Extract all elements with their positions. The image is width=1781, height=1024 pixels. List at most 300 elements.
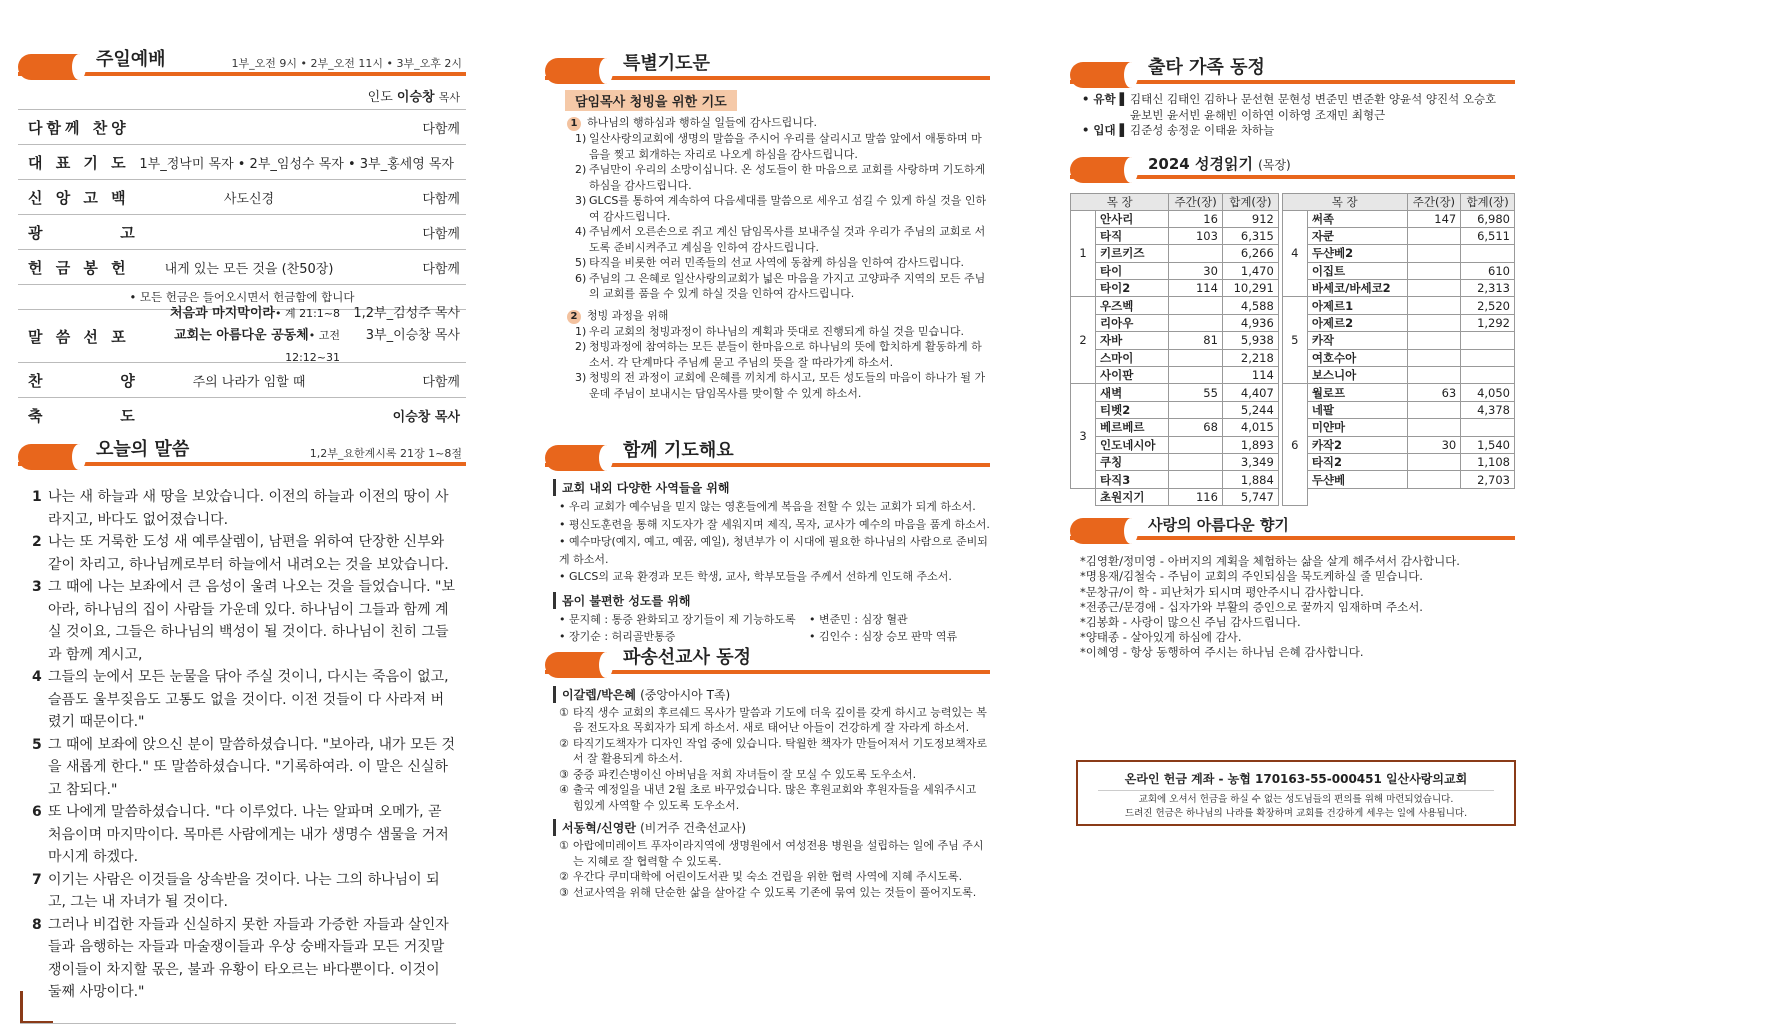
item-marker: 3) — [575, 194, 587, 207]
weekly-chapters — [1407, 349, 1461, 366]
order-content: 1부_정낙미 목자 • 2부_임성수 목자 • 3부_홍세영 목자 — [139, 156, 454, 172]
list-item — [575, 324, 990, 340]
leader-title: 목사 — [438, 91, 460, 104]
table-header: 목 장 — [1071, 193, 1169, 210]
order-right: 다함께 — [422, 226, 460, 242]
mokjang-name: 사이판 — [1096, 367, 1169, 384]
verse-number: 2 — [32, 534, 42, 550]
list-item — [575, 255, 990, 271]
weekly-chapters: 147 — [1407, 210, 1461, 227]
item-marker: 2) — [575, 163, 587, 176]
item-text: 아랍에미레이트 푸자이라지역에 생명원에서 여성전용 병원을 설립하는 일에 주님 주시는 지혜로 잘 협력할 수 있도록. — [573, 839, 984, 868]
table-gap — [1071, 488, 1096, 505]
item-marker: 5) — [575, 256, 587, 269]
worship-header — [18, 44, 466, 82]
weekly-chapters — [1407, 401, 1461, 418]
todays-word-ref: 1,2부_요한계시록 21장 1~8절 — [309, 447, 462, 460]
special-prayer-title: 특별기도문 — [623, 53, 710, 74]
group-number: 6 — [1282, 384, 1307, 506]
order-right: 이승창 목사 — [392, 409, 460, 425]
item-marker: 1) — [575, 132, 587, 145]
total-chapters: 5,747 — [1222, 488, 1278, 505]
weekly-chapters — [1407, 280, 1461, 297]
weekly-chapters — [1169, 471, 1223, 488]
prayer-section-1-title: 하나님의 행하심과 행하실 일들에 감사드립니다. — [587, 116, 818, 129]
total-chapters: 4,588 — [1222, 297, 1278, 314]
mokjang-name: 쿠칭 — [1096, 453, 1169, 470]
list-item — [559, 838, 990, 869]
column-left — [18, 44, 466, 1010]
sick-member-text: 장기순 : 허리골반통증 — [569, 630, 676, 643]
table-gap — [1278, 227, 1282, 244]
total-chapters — [1461, 245, 1515, 262]
weekly-chapters — [1407, 419, 1461, 436]
verse-number: 6 — [32, 804, 42, 820]
table-gap — [1278, 245, 1282, 262]
pray-together-title: 함께 기도해요 — [623, 440, 734, 461]
weekly-chapters — [1169, 436, 1223, 453]
weekly-chapters: 81 — [1169, 332, 1223, 349]
mokjang-name: 바세코/바세코2 — [1307, 280, 1407, 297]
weekly-chapters — [1407, 227, 1461, 244]
family-news-header — [1070, 52, 1515, 90]
bible-reading-title — [1148, 153, 1291, 174]
mokjang-name: 네팔 — [1307, 401, 1407, 418]
table-header: 주간(장) — [1407, 193, 1461, 210]
order-row — [18, 145, 466, 180]
total-chapters: 2,520 — [1461, 297, 1515, 314]
missionary-title: 파송선교사 동정 — [623, 646, 751, 668]
thanks-item: *문창규/이 학 - 피난처가 되시며 평안주시니 감사합니다. — [1080, 584, 1364, 599]
mokjang-name: 자바 — [1096, 332, 1169, 349]
order-label: 대 표 기 도 — [28, 153, 130, 172]
list-item — [575, 131, 990, 162]
verse-number: 8 — [32, 916, 42, 933]
sick-members-list — [545, 611, 990, 646]
study-names: 김태신 김태인 김하나 문선현 문현성 변준민 변준환 양윤석 양진석 오승호 윤보빈 윤서빈 윤해빈 이하연 이하영 조재민 최형근 — [1130, 92, 1497, 122]
sermon2-ref: • 고전 12:12~31 — [285, 329, 340, 364]
mokjang-name: 카작 — [1307, 332, 1407, 349]
table-row — [1071, 297, 1515, 314]
total-chapters: 1,540 — [1461, 436, 1515, 453]
column-right — [1070, 52, 1515, 661]
weekly-chapters — [1169, 245, 1223, 262]
total-chapters: 3,349 — [1222, 453, 1278, 470]
offering-note: • 모든 헌금은 들어오시면서 헌금함에 합니다 — [18, 285, 466, 310]
mokjang-name: 인도네시아 — [1096, 436, 1169, 453]
verse — [32, 576, 456, 666]
weekly-chapters — [1407, 471, 1461, 488]
total-chapters — [1461, 332, 1515, 349]
item-text: 주님께서 오른손으로 쥐고 계신 담임목사를 보내주실 것과 우리가 주님의 교회로 서도록 준비시켜주고 계심을 인하여 감사드립니다. — [589, 225, 986, 254]
total-chapters: 1,884 — [1222, 471, 1278, 488]
prayer-section-2 — [545, 308, 990, 324]
mokjang-name: 타이 — [1096, 262, 1169, 279]
worship-times: 1부_오전 9시 • 2부_오전 11시 • 3부_오후 2시 — [231, 57, 462, 70]
sick-member-text: 김인수 : 심장 승모 판막 역류 — [819, 630, 958, 643]
table-gap — [1278, 401, 1282, 418]
love-fragrance-header — [1070, 508, 1515, 546]
verses-block — [18, 486, 466, 1010]
prayer-item: • 평신도훈련을 통해 지도자가 잘 세워지며 제직, 목자, 교사가 예수의 마음을 품게 하소서. — [559, 516, 990, 534]
order-row — [18, 215, 466, 250]
total-chapters: 4,050 — [1461, 384, 1515, 401]
total-chapters: 6,511 — [1461, 227, 1515, 244]
table-header: 합계(장) — [1222, 193, 1278, 210]
mokjang-name: 미얀마 — [1307, 419, 1407, 436]
order-right: 다함께 — [422, 261, 460, 277]
church-ministry-list — [545, 498, 990, 586]
list-item — [559, 736, 990, 767]
item-text: 일산사랑의교회에 생명의 말씀을 주시어 우리를 살리시고 말씀 앞에서 애통하며 마음을 찢고 회개하는 자리로 나오게 하심을 감사드립니다. — [589, 132, 982, 161]
bible-reading-table — [1070, 193, 1515, 507]
prayer-item: • GLCS의 교육 환경과 모든 학생, 교사, 학부모들을 주께서 선하게 인도해 주소서. — [559, 568, 990, 586]
sick-member: • 변준민 : 심장 혈관 — [809, 612, 908, 626]
weekly-chapters — [1169, 314, 1223, 331]
missionary-1-name: 이갈렙/박은혜 — [562, 687, 636, 702]
mokjang-name: 베르베르 — [1096, 419, 1169, 436]
mokjang-name: 타이2 — [1096, 280, 1169, 297]
sermon1-title: 처음과 마지막이라 — [169, 306, 275, 321]
sick-members-group-title: 몸이 불편한 성도를 위해 — [553, 592, 990, 609]
total-chapters: 5,938 — [1222, 332, 1278, 349]
mokjang-name: 보스니아 — [1307, 367, 1407, 384]
total-chapters: 114 — [1222, 367, 1278, 384]
item-marker: ② — [559, 736, 569, 750]
list-item — [575, 224, 990, 255]
item-marker: ③ — [559, 885, 569, 899]
weekly-chapters: 116 — [1169, 488, 1223, 505]
sick-member: • 김인수 : 심장 승모 판막 역류 — [809, 630, 958, 643]
table-gap — [1278, 367, 1282, 384]
item-marker: 2) — [575, 340, 587, 353]
order-label: 헌 금 봉 헌 — [28, 258, 130, 277]
list-item — [559, 705, 990, 736]
missionary-header — [545, 642, 990, 680]
study-abroad: • 유학 ▌ 김태신 김태인 김하나 문선현 문현성 변준민 변준환 양윤석 양진석 오승호 윤보빈 윤서빈 윤해빈 이하연 이하영 조재민 최형근 — [1070, 90, 1515, 123]
online-offering-note-1: 교회에 오셔서 헌금을 하실 수 없는 성도님들의 편의를 위해 마련되었습니다. — [1138, 794, 1454, 805]
table-gap — [1278, 436, 1282, 453]
list-item — [575, 193, 990, 224]
group-number: 1 — [1071, 210, 1096, 297]
weekly-chapters — [1407, 297, 1461, 314]
verse-text: 그 때에 보좌에 앉으신 분이 말씀하셨습니다. "보아라, 내가 모든 것을 새롭게 한다." 또 말씀하셨습니다. "기록하여라. 이 말은 신실하고 참되다." — [48, 736, 456, 798]
mokjang-name: 두샨베2 — [1307, 245, 1407, 262]
sermon-row — [18, 306, 466, 364]
table-header: 주간(장) — [1169, 193, 1223, 210]
leader-name: 이승창 — [396, 90, 435, 105]
divider — [20, 1023, 456, 1024]
mokjang-name: 써족 — [1307, 210, 1407, 227]
corner-decoration — [20, 991, 53, 1024]
list-item — [575, 271, 990, 302]
mokjang-name: 리아우 — [1096, 314, 1169, 331]
thanks-item: *김봉화 - 사랑이 많으신 주님 감사드립니다. — [1080, 614, 1301, 629]
table-gap — [1278, 419, 1282, 436]
sermon2-who: 3부_이승창 목사 — [365, 328, 460, 343]
pray-together-header — [545, 435, 990, 473]
weekly-chapters — [1407, 245, 1461, 262]
order-content: 내게 있는 모든 것을 (찬50장) — [164, 261, 334, 277]
number-badge: 2 — [567, 310, 581, 324]
verse — [32, 531, 456, 576]
order-right: 다함께 — [422, 121, 460, 137]
table-gap — [1278, 453, 1282, 470]
item-text: 타직기도책자가 디자인 작업 중에 있습니다. 탁월한 책자가 만들어져서 기도정보책자로서 잘 활용되게 하소서. — [573, 736, 988, 765]
item-text: 청빙과정에 참여하는 모든 분들이 한마음으로 하나님의 뜻에 합치하게 활동하게 하소서. 각 단계마다 주님께 묻고 주님의 뜻을 잘 따라가게 하소서. — [589, 340, 982, 369]
item-marker: ② — [559, 870, 569, 883]
item-marker: ① — [559, 705, 569, 719]
mokjang-name: 여호수아 — [1307, 349, 1407, 366]
army-names: 김준성 송정운 이태윤 차하늘 — [1130, 123, 1275, 137]
mokjang-name: 초원지기 — [1096, 488, 1169, 505]
verse-text: 그러나 비겁한 자들과 신실하지 못한 자들과 가증한 자들과 살인자들과 음행하는 자들과 마술쟁이들과 우상 숭배자들과 모든 거짓말쟁이들이 차지할 몫은, 불과 유황이 타오르는 바다뿐이다. 이것이 둘째 사망이다." — [48, 916, 449, 1000]
mokjang-name: 새벽 — [1096, 384, 1169, 401]
verse-text: 또 나에게 말씀하셨습니다. "다 이루었다. 나는 알파며 오메가, 곧 처음이며 마지막이다. 목마른 사람에게는 내가 생명수 샘물을 거저 마시게 하겠다. — [48, 804, 449, 865]
bible-reading-title-text: 2024 성경읽기 — [1148, 154, 1253, 173]
order-label: 신 앙 고 백 — [28, 188, 130, 207]
item-text: 청빙의 전 과정이 교회에 은혜를 끼치게 하시고, 모든 성도들의 마음이 하나가 될 가운데 주님이 보내시는 담임목사를 맞이할 수 있게 하소서. — [589, 371, 986, 400]
list-item — [559, 782, 990, 813]
total-chapters: 5,244 — [1222, 401, 1278, 418]
item-text: 주님의 그 은혜로 일산사랑의교회가 넓은 마음을 가지고 고양파주 지역의 모든 주님의 교회를 품을 수 있게 하실 것을 인하여 감사드립니다. — [589, 271, 986, 300]
verse-number: 1 — [32, 489, 42, 505]
list-item — [559, 885, 990, 901]
order-content: 사도신경 — [223, 191, 275, 207]
table-gap — [1278, 262, 1282, 279]
weekly-chapters: 30 — [1169, 262, 1223, 279]
weekly-chapters: 68 — [1169, 419, 1223, 436]
order-row — [18, 110, 466, 145]
love-fragrance-list — [1070, 554, 1515, 660]
total-chapters: 1,893 — [1222, 436, 1278, 453]
order-right: 다함께 — [422, 191, 460, 207]
family-news-title: 출타 가족 동정 — [1148, 57, 1265, 78]
order-row — [18, 398, 466, 432]
item-marker: ③ — [559, 767, 569, 781]
item-text: 우간다 쿠미대학에 어린이도서관 및 숙소 건립을 위한 협력 사역에 지혜 주시도록. — [573, 870, 963, 883]
total-chapters: 2,313 — [1461, 280, 1515, 297]
verse — [32, 666, 456, 734]
bible-reading-table-wrap — [1070, 193, 1515, 507]
verse — [32, 801, 456, 869]
list-item — [575, 162, 990, 193]
total-chapters: 4,015 — [1222, 419, 1278, 436]
list-item — [559, 869, 990, 885]
mokjang-name: 아제르2 — [1307, 314, 1407, 331]
table-gap — [1278, 332, 1282, 349]
list-item — [575, 339, 990, 370]
online-offering-box — [1076, 760, 1516, 826]
army-label: 입대 — [1093, 123, 1116, 137]
study-label: 유학 — [1093, 92, 1116, 106]
table-row — [1071, 384, 1515, 401]
group-number: 4 — [1282, 210, 1307, 297]
verse-number: 5 — [32, 736, 42, 753]
item-text: 출국 예정일을 내년 2월 초로 바꾸었습니다. 많은 후원교회와 후원자들을 세워주시고 힘있게 사역할 수 있도록 도우소서. — [573, 783, 977, 812]
army-enlist: • 입대 ▌ 김준성 송정운 이태윤 차하늘 — [1070, 123, 1515, 139]
order-content: 주의 나라가 임할 때 — [192, 374, 306, 390]
total-chapters: 1,292 — [1461, 314, 1515, 331]
prayer-item: • 우리 교회가 예수님을 믿지 않는 영혼들에게 복음을 전할 수 있는 교회가 되게 하소서. — [559, 498, 990, 516]
total-chapters — [1461, 367, 1515, 384]
thanks-item: *전종근/문경애 - 십자가와 부활의 증인으로 꿀까지 임재하며 주소서. — [1080, 599, 1423, 614]
mokjang-name: 타직3 — [1096, 471, 1169, 488]
weekly-chapters: 55 — [1169, 384, 1223, 401]
group-number: 2 — [1071, 297, 1096, 384]
mokjang-name: 스마이 — [1096, 349, 1169, 366]
sick-member-text: 문지혜 : 통증 완화되고 장기들이 제 기능하도록 — [569, 612, 796, 626]
total-chapters: 1,108 — [1461, 453, 1515, 470]
verse-number: 4 — [32, 669, 42, 685]
item-text: 우리 교회의 청빙과정이 하나님의 계획과 뜻대로 진행되게 하실 것을 믿습니다. — [589, 324, 964, 338]
total-chapters: 610 — [1461, 262, 1515, 279]
mokjang-name: 키르키즈 — [1096, 245, 1169, 262]
thanks-item: *김영환/정미영 - 아버지의 계획을 체험하는 삶을 살게 해주셔서 감사합니다. — [1080, 554, 1460, 569]
total-chapters — [1461, 419, 1515, 436]
table-row — [1071, 210, 1515, 227]
item-text: 주님만이 우리의 소망이십니다. 온 성도들이 한 마음으로 교회를 사랑하며 기도하게 하심을 감사드립니다. — [589, 163, 986, 192]
order-label: 광 고 — [28, 223, 139, 242]
mokjang-name: 타직 — [1096, 227, 1169, 244]
total-chapters: 2,218 — [1222, 349, 1278, 366]
order-label: 찬 양 — [28, 371, 139, 390]
column-middle — [545, 48, 990, 900]
verse-text: 그 때에 나는 보좌에서 큰 음성이 울려 나오는 것을 들었습니다. "보아라, 하나님의 집이 사람들 가운데 있다. 하나님이 그들과 함께 계실 것이요, 그들은 하나님의 백성이 될 것이다. 하나님이 친히 그들과 함께 계시고, — [48, 579, 456, 663]
verse-number: 7 — [32, 871, 42, 888]
special-prayer-header — [545, 48, 990, 86]
worship-title: 주일예배 — [96, 49, 166, 70]
weekly-chapters — [1169, 453, 1223, 470]
group-number: 5 — [1282, 297, 1307, 384]
weekly-chapters — [1169, 401, 1223, 418]
love-fragrance-title: 사랑의 아름다운 향기 — [1148, 516, 1289, 535]
group-number: 3 — [1071, 384, 1096, 488]
item-text: 선교사역을 위해 단순한 삶을 살아갈 수 있도록 기존에 묶여 있는 것들이 풀어지도록. — [573, 885, 977, 899]
item-marker: 1) — [575, 324, 587, 338]
total-chapters: 2,703 — [1461, 471, 1515, 488]
table-gap — [1278, 280, 1282, 297]
table-header: 합계(장) — [1461, 193, 1515, 210]
table-gap — [1278, 471, 1282, 488]
verse-number: 3 — [32, 579, 42, 595]
sermon1-who: 1,2부_김성주 목사 — [353, 306, 460, 321]
prayer-item: • 예수마당(예지, 예고, 예꿈, 예일), 청년부가 이 시대에 필요한 하나님의 사람으로 준비되게 하소서. — [559, 533, 990, 568]
missionary-2-region: (비거주 건축선교사) — [640, 821, 747, 835]
sick-member-text: 변준민 : 심장 혈관 — [819, 612, 908, 626]
list-item — [575, 370, 990, 401]
weekly-chapters — [1407, 367, 1461, 384]
prayer-section-1-list — [545, 131, 990, 302]
special-prayer-subtitle: 담임목사 청빙을 위한 기도 — [565, 90, 737, 111]
order-row — [18, 250, 466, 285]
bible-reading-header — [1070, 147, 1515, 185]
mokjang-name: 우즈벡 — [1096, 297, 1169, 314]
total-chapters: 4,407 — [1222, 384, 1278, 401]
mokjang-name: 이집트 — [1307, 262, 1407, 279]
sermon1-ref: • 계 21:1~8 — [274, 307, 340, 320]
weekly-chapters — [1407, 332, 1461, 349]
weekly-chapters: 63 — [1407, 384, 1461, 401]
total-chapters: 4,936 — [1222, 314, 1278, 331]
sermon2-title: 교회는 아름다운 공동체 — [174, 328, 309, 343]
verse-text: 이기는 사람은 이것들을 상속받을 것이다. 나는 그의 하나님이 되고, 그는 내 자녀가 될 것이다. — [48, 871, 440, 910]
online-offering-note-2: 드려진 헌금은 하나님의 나라를 확장하며 교회를 건강하게 세우는 일에 사용됩니다. — [1124, 808, 1468, 819]
sick-member: • 장기순 : 허리골반통증 — [559, 630, 676, 643]
mokjang-name: 아제르1 — [1307, 297, 1407, 314]
verse-text: 나는 새 하늘과 새 땅을 보았습니다. 이전의 하늘과 이전의 땅이 사라지고, 바다도 없어졌습니다. — [48, 489, 449, 528]
weekly-chapters: 103 — [1169, 227, 1223, 244]
weekly-chapters: 30 — [1407, 436, 1461, 453]
weekly-chapters — [1169, 349, 1223, 366]
missionary-2-title — [553, 819, 990, 836]
total-chapters: 4,378 — [1461, 401, 1515, 418]
todays-word-title: 오늘의 말씀 — [96, 439, 190, 460]
item-marker: 4) — [575, 225, 587, 238]
item-text: GLCS를 통하여 계속하여 다음세대를 말씀으로 세우고 섬길 수 있게 하실 것을 인하여 감사드립니다. — [589, 194, 987, 223]
prayer-section-1 — [545, 115, 990, 131]
mokjang-name: 안사리 — [1096, 210, 1169, 227]
missionary-2-name: 서동혁/신영란 — [562, 821, 636, 835]
worship-leader — [18, 82, 466, 110]
order-right: 다함께 — [422, 374, 460, 390]
weekly-chapters — [1407, 314, 1461, 331]
church-ministry-group-title: 교회 내외 다양한 사역들을 위해 — [553, 479, 990, 496]
total-chapters: 912 — [1222, 210, 1278, 227]
item-text: 타직을 비롯한 여러 민족들의 선교 사역에 동참케 하심을 인하여 감사드립니다. — [589, 256, 964, 269]
verse — [32, 486, 456, 531]
total-chapters: 6,266 — [1222, 245, 1278, 262]
missionary-2-list — [545, 838, 990, 900]
missionary-1-list — [545, 705, 990, 814]
table-header-row — [1071, 193, 1515, 210]
table-gap — [1278, 314, 1282, 331]
weekly-chapters: 114 — [1169, 280, 1223, 297]
total-chapters: 1,470 — [1222, 262, 1278, 279]
item-marker: ④ — [559, 783, 569, 796]
mokjang-name: 두샨베 — [1307, 471, 1407, 488]
weekly-chapters — [1407, 453, 1461, 470]
sick-member: • 문지혜 : 통증 완화되고 장기들이 제 기능하도록 — [559, 612, 796, 626]
list-item — [559, 767, 990, 783]
item-marker: 6) — [575, 271, 587, 285]
verse-list — [18, 486, 466, 1004]
missionary-1-region: (중앙아시아 T족) — [640, 687, 731, 702]
mokjang-name: 카작2 — [1307, 436, 1407, 453]
total-chapters: 6,980 — [1461, 210, 1515, 227]
leader-label: 인도 — [367, 90, 393, 105]
number-badge: 1 — [567, 117, 581, 131]
table-gap — [1278, 349, 1282, 366]
mokjang-name: 월로프 — [1307, 384, 1407, 401]
online-offering-account: 온라인 헌금 계좌 - 농협 170163-55-000451 일산사랑의교회 — [1124, 772, 1468, 786]
order-label: 축 도 — [28, 406, 139, 425]
table-header: 목 장 — [1282, 193, 1407, 210]
mokjang-name: 타직2 — [1307, 453, 1407, 470]
thanks-item: *양태종 - 살아있게 하심에 감사. — [1080, 630, 1242, 645]
thanks-item: *이혜영 - 항상 동행하여 주시는 하나님 은혜 감사합니다. — [1080, 645, 1364, 660]
mokjang-name: 자쿤 — [1307, 227, 1407, 244]
bible-reading-title-sub: (목장) — [1258, 157, 1291, 172]
item-text: 중증 파킨슨병이신 아버님을 저희 자녀들이 잘 모실 수 있도록 도우소서. — [573, 767, 917, 781]
verse — [32, 734, 456, 802]
prayer-section-2-list — [545, 324, 990, 402]
total-chapters — [1461, 349, 1515, 366]
verse — [32, 914, 456, 1004]
weekly-chapters — [1407, 262, 1461, 279]
thanks-item: *명용재/김철숙 - 주님이 교회의 주인되심을 묵도케하실 줄 믿습니다. — [1080, 569, 1423, 584]
verse-text: 나는 또 거룩한 도성 새 예루살렘이, 남편을 위하여 단장한 신부와 같이 차리고, 하나님께로부터 하늘에서 내려오는 것을 보았습니다. — [48, 534, 449, 573]
